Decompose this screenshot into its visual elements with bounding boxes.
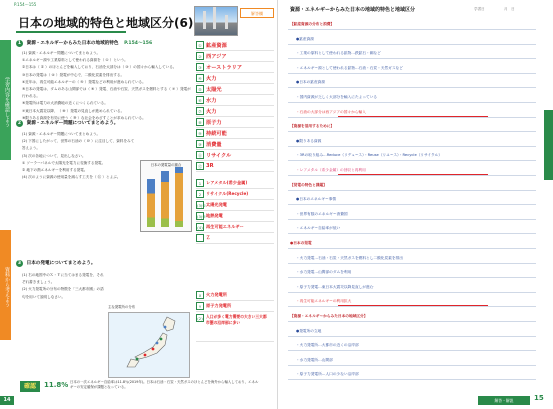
section-3-title: 日本の発電についてまとめよう。 [26,261,96,266]
q3-line: (1) 右の地図中のＸ・Ｙに当てはまる発電を、それぞれ書きましょう。 [22,273,104,285]
answer-number: (2) [197,316,203,321]
footer-logo: 確認 [20,381,40,392]
note-underline [338,174,488,175]
section-2-title: 資源・エネルギー問題についてまとめよう。 [26,121,119,126]
answer-value: オーストラリア [206,64,243,71]
answer-value: 太陽光発電 [206,202,227,207]
section-1-questions [22,50,192,122]
note-line: ・世界有数のエネルギー消費国 [296,211,348,216]
note-line: ●日本の発電 [290,241,312,245]
answer-number: ⑩ [196,140,204,148]
q2-line: (3) 次の各地について、見出しなさい。 [22,153,86,158]
note-line: 【資源を活用するために】 [290,124,335,129]
answer-column-2 [196,178,274,244]
side-tab-review: 学習内容を確認しよう [0,40,11,160]
note-line: ●限りある資源 [296,138,322,143]
answer-number: 2 [196,190,204,198]
map-caption: 主な発電所の分布 [108,305,136,309]
section-1-badge: 1 [17,41,22,46]
note-line: ●日本のエネルギー事情 [296,197,337,202]
note-line: 【鉱産資源の分布と消費】 [290,22,335,26]
q1-line: ⑧限りある資源を有効に使う（ ⑨ ）な社会をめざすことが求められている。 [22,115,146,120]
right-side-tab [544,110,553,180]
answer-value: 3R [206,163,214,169]
answer-value: 火力 [206,75,217,82]
side-tab-materials: 資料から考えよう [0,230,11,340]
note-line: ・水力発電…山間部のダムを利用 [296,270,352,275]
answer-number: 1 [196,179,204,187]
chart-bar [175,167,183,227]
note-rule [288,117,536,118]
note-line: ●発電所の立地 [296,328,322,333]
answer-column [196,40,274,172]
section-1-heading [16,40,152,47]
note-underline [338,305,488,306]
q2-line: (4) 次のように資源の使用量を減らす工夫を（ ⑪ ）とよぶ。 [22,175,121,180]
q1-line: ③日本の発電は（ ④ ）発電が中心で、二酸化炭素を排出する。 [22,72,125,77]
answer-value: 消費量 [206,141,222,148]
note-line: ●鉱産資源 [296,36,314,41]
answer-value: 西アジア [206,53,227,60]
answer-number: (3)① [197,203,206,208]
japan-map-icon [109,313,189,377]
section-3-badge: 3 [17,261,22,266]
note-rule [288,292,536,293]
answer-number: ⑦ [196,107,204,115]
answer-value: 再生可能エネルギー [206,224,244,229]
section-2-heading [16,120,118,127]
answer-box-label: 解答欄 [240,8,274,18]
note-rule [288,190,536,191]
answer-value: 鉱産資源 [206,42,227,49]
right-page-number: 15 [534,394,544,402]
answer-number: (4) [197,225,203,230]
note-line: ・国内資源が乏しく大部分を輸入にたよっている [296,95,378,99]
note-rule [288,321,536,322]
answer-value: 水力 [206,97,217,104]
answer-number: Y [196,302,204,310]
answer-number: ① [196,41,204,49]
japan-power-map [108,312,190,378]
answer-value: 原子力 [206,119,222,126]
answer-number: ⑨ [196,129,204,137]
title-underline [16,31,126,33]
answer-value: リサイクル(Recycle) [206,191,249,196]
note-line: ・3Rの取り組み…Reduce（リデュース）・Reuse（リユース）・Recycle（リサイクル） [296,153,443,158]
answer-value: 火力発電所 [206,292,227,297]
answer-number: ⑪ [196,151,204,159]
answer-number: (3)② [197,214,206,219]
note-rule [288,58,536,59]
note-line: ・再生可能エネルギーの利用拡大 [296,299,352,304]
note-rule [288,160,536,161]
note-line: ・水力発電所…山間部 [296,357,333,362]
q1-line: ②日本は（ ② ）のほとんどを輸入しており、石油を大部分は（ ③ ）の国々から輸入している。 [22,65,177,70]
note-line: ・レアメタル（希少金属）の回収と再利用 [296,168,366,172]
note-line: 【発電の特色と課題】 [290,182,327,187]
q2-line: (2) 下図にしたがって、世界の石油の（ ⑩ ）に注目して、資料をみて答えよう。 [22,139,135,151]
section-2-badge: 2 [17,121,22,126]
section-3-heading [16,260,95,267]
answer-value: 火力 [206,108,217,115]
note-rule [288,73,536,74]
q1-line: ⑥発電所は電力の大消費地の近くにつくられている。 [22,101,108,106]
answer-number: ⑫ [196,162,204,170]
answer-number: ② [196,52,204,60]
footer-stat: 11.8% [44,381,69,389]
q1-line: ④近年は、再生可能エネルギーの（ ⑤ ）発電などの利用が進められている。 [22,79,146,84]
note-rule [288,146,536,147]
note-line: ●日本の鉱産資源 [296,80,326,85]
answer-value: レアメタル(希少金属) [206,180,248,185]
answer-number: ④ [196,74,204,82]
chart-caption: 日本の発電量の割合 [150,163,182,167]
note-rule [288,365,536,366]
power-plant-photo [194,6,238,36]
q1-line: ⑦東日本大震災以降、（ ⑧ ）発電の見直しが進められている。 [22,108,125,113]
note-rule [288,248,536,249]
section-1-ref: P.154〜156 [124,41,153,46]
study-date-value: 月 日 [504,7,515,11]
note-line: ・工業の原料として使われる鉱物…鉄鉱石・銅など [296,51,381,56]
answer-number: ⑧ [196,118,204,126]
answer-number: ⑤ [196,85,204,93]
note-rule [288,336,536,337]
note-line: ・原子力発電所…人口の少ない沿岸部 [296,372,359,377]
section-3-questions [22,272,104,301]
note-rule [288,175,536,176]
answer-number [196,234,204,242]
q2-line: ② 地下の熱エネルギーを利用する発電。 [22,168,88,173]
left-page-number: 14 [0,396,14,405]
answer-value: 地熱発電 [206,213,223,218]
q2-line: ① ソーラーパネルで太陽光を電力に変換する発電。 [22,160,106,165]
note-rule [288,29,536,30]
answer-value: 太陽光 [206,86,222,93]
note-rule [288,263,536,264]
chart-bar [161,171,169,227]
q3-line: (2) 火力発電所の分布の特徴を「三大都市圏」の語句を用いて説明しなさい。 [22,287,104,299]
right-page [277,0,553,409]
q1-line: ⑤日本の発電は、ダムのある山間部では（ ⑥ ）発電、石油や石炭、天然ガスを燃料とする（ ⑦ ）発電が行われる。 [22,87,191,99]
answer-number: ⑥ [196,96,204,104]
power-share-chart [140,160,192,232]
note-rule [288,379,536,380]
note-line: ・石油の大部分は西アジアの国々から輸入 [296,109,366,114]
right-page-title: 資源・エネルギーからみた日本の地域的特色と地域区分 [290,7,416,13]
chart-bar [147,179,155,227]
answer-number: X [196,291,204,299]
note-rule [288,131,536,132]
note-rule [288,219,536,220]
note-line: ・エネルギー自給率が低い [296,226,341,231]
note-line: 【資源・エネルギーからみた日本の地域区分】 [290,314,368,318]
note-line: ・原子力発電…東日本大震災以降見直しが進む [296,284,374,289]
note-rule [288,102,536,103]
note-line: ・火力発電…石油・石炭・天然ガスを燃料とし二酸化炭素を排出 [296,255,403,260]
study-date-label: 学習日 [474,7,485,11]
note-line: ・火力発電所…大都市の近くの沿岸部 [296,343,359,348]
page-ref-header: P.154〜155 [14,2,37,7]
answer-number: ③ [196,63,204,71]
note-underline [338,116,488,117]
note-rule [288,277,536,278]
q1-line: ①エネルギー源や工業原料として使われる資源を（ ① ）という。 [22,58,128,63]
note-rule [288,306,536,307]
q2-line: (1) 資源・エネルギー問題についてまとめよう。 [22,132,101,136]
answer-value: 人口が多く電力需要の大きい三大都市圏の沿岸部に多い [206,314,267,325]
answer-value: 持続可能 [206,130,227,137]
answer-value: リサイクル [206,152,232,159]
note-rule [288,233,536,234]
right-footer-label: 解答・解説 [478,396,530,405]
note-rule [288,87,536,88]
note-rule [288,350,536,351]
note-rule [288,204,536,205]
footer-note: 日本の一次エネルギー自給率は11.8％(2019年)。日本は石油・石炭・天然ガスのほとんどを海外から輸入しており、エネルギーの安定確保が課題となっている。 [70,380,259,389]
page-title: 日本の地域的特色と地域区分(6) [18,16,194,30]
section-1-title: 資源・エネルギーからみた日本の地域的特色 [26,41,119,46]
answer-column-3 [196,290,274,342]
answer-value: 原子力発電所 [206,303,232,308]
answer-value: Ｚ [206,235,211,240]
section-2-questions [22,131,137,181]
note-line: ・エネルギー源として使われる鉱物…石油・石炭・天然ガスなど [296,65,403,70]
q1-line: (1) 資源・エネルギー問題についてまとめよう。 [22,51,101,55]
note-rule [288,44,536,45]
